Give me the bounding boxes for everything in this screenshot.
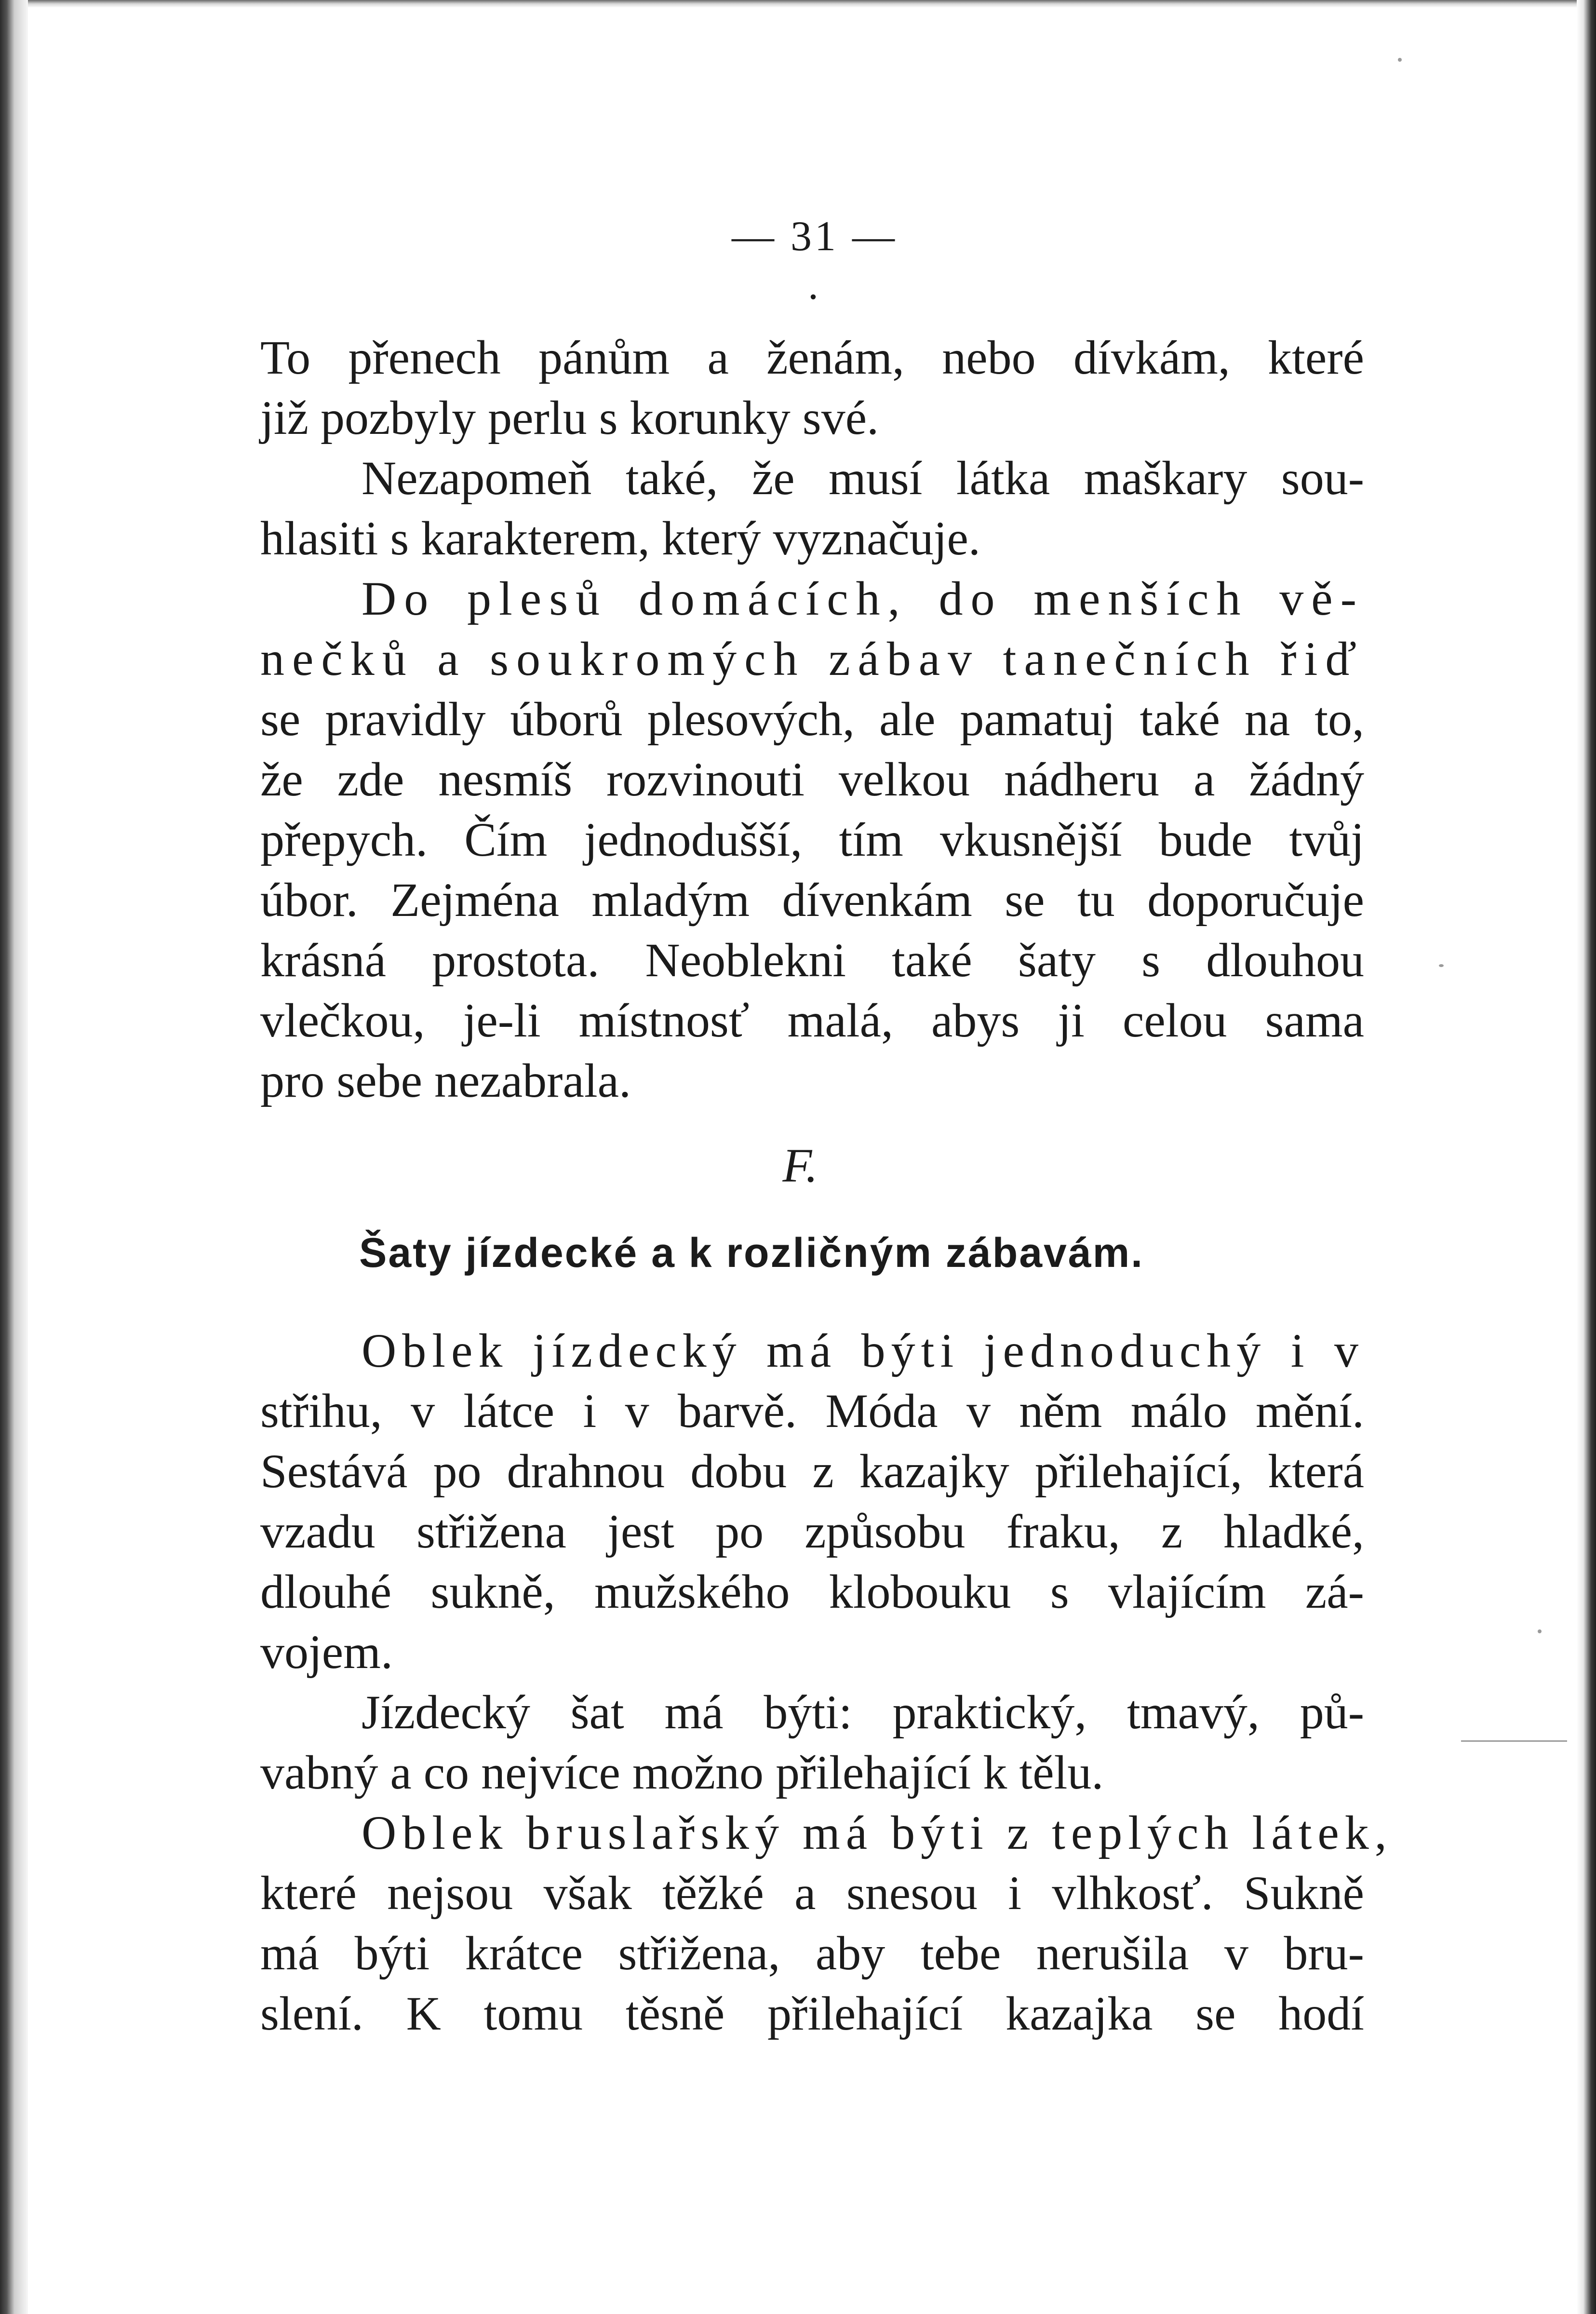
page-top-edge <box>0 0 1596 8</box>
page-left-edge <box>0 0 28 2314</box>
text-line: přepych. Čím jednodušší, tím vkusnější bude tvůj <box>260 813 1364 866</box>
text-line: má býti krátce střižena, aby tebe nerušila v bru- <box>260 1926 1364 1980</box>
text-line: které nejsou však těžké a snesou i vlhkosť. Sukně <box>260 1866 1364 1920</box>
text-line: To přenech pánům a ženám, nebo dívkám, které <box>260 331 1364 384</box>
paper-speck <box>1439 964 1444 967</box>
paper-speck <box>1538 1629 1542 1633</box>
text-line: vojem. <box>260 1625 393 1679</box>
text-line: krásná prostota. Neoblekni také šaty s dlouhou <box>260 933 1364 987</box>
text-line: že zde nesmíš rozvinouti velkou nádheru a žádný <box>260 753 1364 806</box>
text-line: pro sebe nezabrala. <box>260 1054 631 1107</box>
text-line: dlouhé sukně, mužského klobouku s vlajícím zá- <box>260 1565 1364 1618</box>
text-line: se pravidly úborů plesových, ale pamatuj také na to, <box>260 692 1364 746</box>
text-line: Oblek jízdecký má býti jednoduchý i v <box>362 1324 1364 1377</box>
text-line: vzadu střižena jest po způsobu fraku, z hladké, <box>260 1505 1364 1558</box>
section-letter: F. <box>782 1139 818 1192</box>
text-line: vabný a co nejvíce možno přilehající k tělu. <box>260 1746 1104 1799</box>
text-line: úbor. Zejména mladým dívenkám se tu doporučuje <box>260 873 1364 927</box>
text-line: Oblek bruslařský má býti z teplých látek, <box>362 1806 1393 1859</box>
text-line: Do plesů domácích, do menších vě- <box>362 572 1364 625</box>
text-line: střihu, v látce i v barvě. Móda v něm málo mění. <box>260 1384 1364 1438</box>
text-line: již pozbyly perlu s korunky své. <box>260 391 879 444</box>
text-line: nečků a soukromých zábav tanečních řiď <box>260 632 1364 686</box>
section-heading: Šaty jízdecké a k rozličným zábavám. <box>359 1230 1144 1276</box>
margin-mark <box>1461 1740 1567 1742</box>
text-line: hlasiti s karakterem, který vyznačuje. <box>260 511 980 565</box>
paper-speck <box>1398 58 1402 62</box>
text-line: Nezapomeň také, že musí látka maškary sou- <box>362 451 1364 505</box>
text-line: slení. K tomu těsně přilehající kazajka se hodí <box>260 1987 1364 2040</box>
page-number: — 31 — . <box>732 213 898 309</box>
text-line: vlečkou, je-li místnosť malá, abys ji celou sama <box>260 994 1364 1047</box>
text-line: Jízdecký šat má býti: praktický, tmavý, pů- <box>362 1685 1364 1739</box>
text-line: Sestává po drahnou dobu z kazajky přilehající, která <box>260 1444 1364 1498</box>
page-right-edge <box>1577 0 1596 2314</box>
